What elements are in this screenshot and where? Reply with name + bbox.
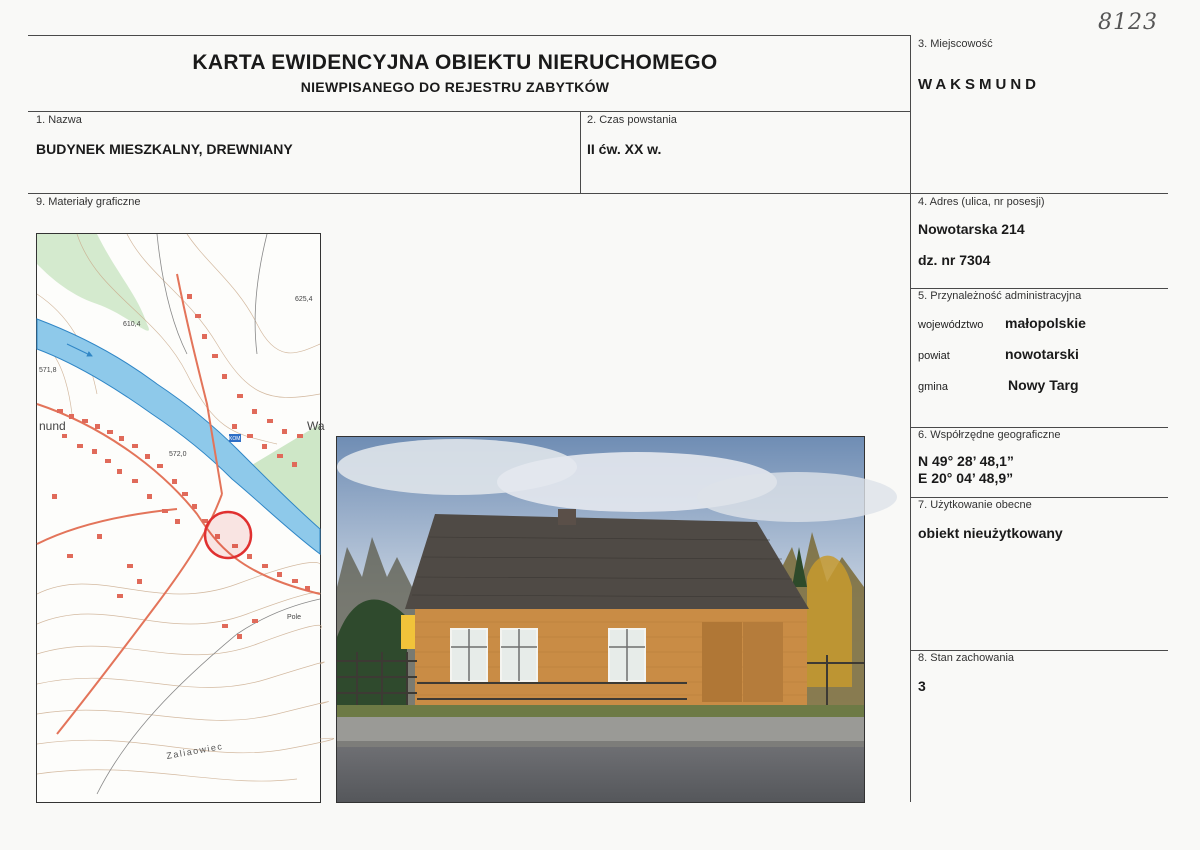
map-label-kom: KOM [229,436,241,442]
map-drawing [37,234,325,802]
address-label: 4. Adres (ulica, nr posesji) [918,196,1045,208]
address-street: Nowotarska 214 [918,221,1025,237]
address-parcel: dz. nr 7304 [918,252,991,268]
rule-col-divider [580,111,581,193]
top-rule [28,35,910,36]
condition-value: 3 [918,678,926,694]
map-label-pole: Pole [287,614,302,621]
archive-number: 8123 [1098,10,1158,35]
rule-5-top [910,288,1168,289]
county-label: powiat [918,350,950,362]
map-label-elev2: 610,4 [123,321,141,328]
location-marker [205,512,251,558]
name-label: 1. Nazwa [36,114,82,126]
map-label-elev3: 571,8 [39,367,57,374]
county-value: nowotarski [1005,346,1079,362]
admin-label: 5. Przynależność administracyjna [918,290,1082,302]
card-subtitle: NIEWPISANEGO DO REJESTRU ZABYTKÓW [300,79,610,95]
building-photo [336,436,865,803]
location-map [36,233,325,803]
map-label-town-left: nund [39,419,66,433]
rule-7-top [910,497,1168,498]
voivodeship-label: województwo [918,319,984,331]
period-value: II ćw. XX w. [587,141,662,157]
rule-6-top [910,427,1168,428]
name-value: BUDYNEK MIESZKALNY, DREWNIANY [36,141,293,157]
coords-north: N 49° 28’ 48,1” [918,453,1014,469]
voivodeship-value: małopolskie [1005,315,1086,331]
period-label: 2. Czas powstania [587,114,677,126]
map-label-place: Zaliaowiec [165,741,225,761]
coords-label: 6. Współrzędne geograficzne [918,429,1061,441]
commune-label: gmina [918,381,948,393]
rule-row1-bottom [28,193,1168,194]
card-title: KARTA EWIDENCYJNA OBIEKTU NIERUCHOMEGO [192,51,718,74]
commune-value: Nowy Targ [1008,377,1079,393]
usage-value: obiekt nieużytkowany [918,525,1063,541]
condition-label: 8. Stan zachowania [918,652,1015,664]
rule-8-top [910,650,1168,651]
usage-label: 7. Użytkowanie obecne [918,499,1032,511]
map-label-elev4: 572,0 [169,451,187,458]
graphics-label: 9. Materiały graficzne [36,196,141,208]
rule-right-column [910,35,911,802]
photo-drawing [337,437,864,802]
locality-value: WAKSMUND [918,76,1040,93]
map-label-elev1: 625,4 [295,296,313,303]
rule-header-bottom [28,111,910,112]
coords-east: E 20° 04’ 48,9” [918,470,1014,486]
map-label-town-right: Wa [307,419,325,433]
locality-label: 3. Miejscowość [918,38,993,50]
